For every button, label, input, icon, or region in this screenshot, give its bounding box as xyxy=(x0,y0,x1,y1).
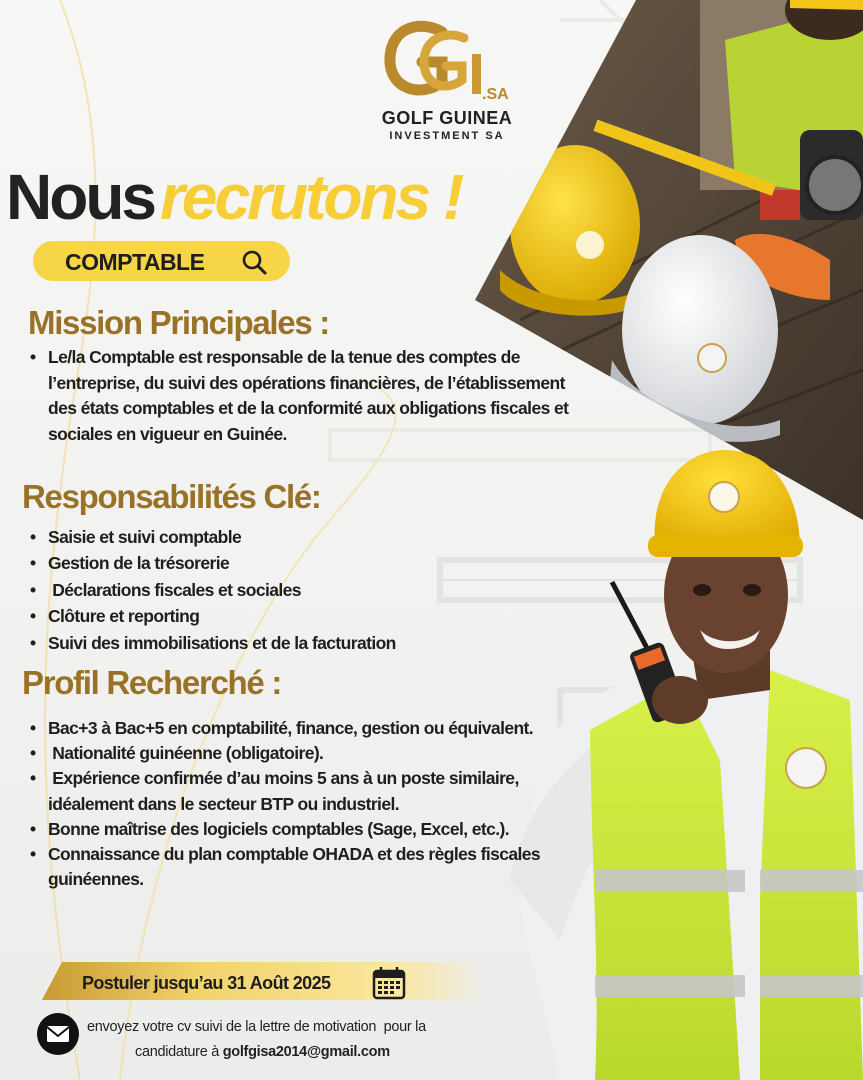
contact-email-link[interactable]: golfgisa2014@gmail.com xyxy=(222,1044,390,1060)
mail-icon xyxy=(37,1013,79,1055)
profile-line: • Expérience confirmée d’au moins 5 ans à un poste similaire, xyxy=(48,768,519,789)
company-name: GOLF GUINEA xyxy=(381,108,513,128)
responsibilities-title: Responsabilités Clé: xyxy=(22,478,321,515)
headline xyxy=(6,160,461,234)
responsibilities-list xyxy=(28,524,488,656)
mission-line: sociales en vigueur en Guinée. xyxy=(48,423,287,444)
profile-line: • Connaissance du plan comptable OHADA et des règles fiscales xyxy=(48,844,541,865)
mission-title: Mission Principales : xyxy=(28,304,329,341)
list-item xyxy=(28,716,628,741)
calendar-icon xyxy=(372,966,406,1000)
list-item: • Suivi des immobilisations et de la facturation xyxy=(28,630,488,656)
contact-instructions: envoyez votre cv suivi de la lettre de motivation pour la xyxy=(87,1019,426,1035)
list-item xyxy=(28,741,628,766)
profile-title: Profil Recherché : xyxy=(22,664,282,701)
mission-line: • Le/la Comptable est responsable de la tenue des comptes de xyxy=(48,347,520,367)
profile-line: • Bonne maîtrise des logiciels comptables (Sage, Excel, etc.). xyxy=(48,818,509,839)
job-title-pill xyxy=(33,241,290,281)
list-item xyxy=(28,842,628,892)
mission-line: l’entreprise, du suivi des opérations financières, de l’établissement xyxy=(48,372,565,393)
headline-recrutons: recrutons ! xyxy=(160,161,462,233)
list-item: • Clôture et reporting xyxy=(28,603,488,629)
logo-suffix: .SA xyxy=(482,86,509,103)
company-logo xyxy=(372,12,522,147)
profile-line: guinéennes. xyxy=(48,869,144,890)
profile-line: idéalement dans le secteur BTP ou industriel. xyxy=(48,793,399,814)
profile-line: • Bac+3 à Bac+5 en comptabilité, finance, gestion ou équivalent. xyxy=(48,718,534,738)
headline-nous: Nous xyxy=(6,161,154,233)
search-icon xyxy=(240,248,268,276)
mission-line: des états comptables et de la conformité aux obligations fiscales et xyxy=(48,398,569,418)
list-item xyxy=(28,345,628,447)
contact-line-email xyxy=(135,1044,390,1060)
contact-prefix: candidature à xyxy=(135,1044,223,1060)
list-item: • Gestion de la trésorerie xyxy=(28,550,488,576)
list-item: • Saisie et suivi comptable xyxy=(28,524,488,550)
profile-line: • Nationalité guinéenne (obligatoire). xyxy=(48,743,324,764)
list-item xyxy=(28,817,628,842)
mission-list xyxy=(28,345,628,447)
profile-list xyxy=(28,716,628,892)
company-subtitle: INVESTMENT SA xyxy=(389,130,505,142)
list-item xyxy=(28,766,628,816)
job-title: COMPTABLE xyxy=(65,249,205,275)
deadline-text: Postuler jusqu’au 31 Août 2025 xyxy=(82,973,331,993)
list-item: • Déclarations fiscales et sociales xyxy=(28,577,488,603)
